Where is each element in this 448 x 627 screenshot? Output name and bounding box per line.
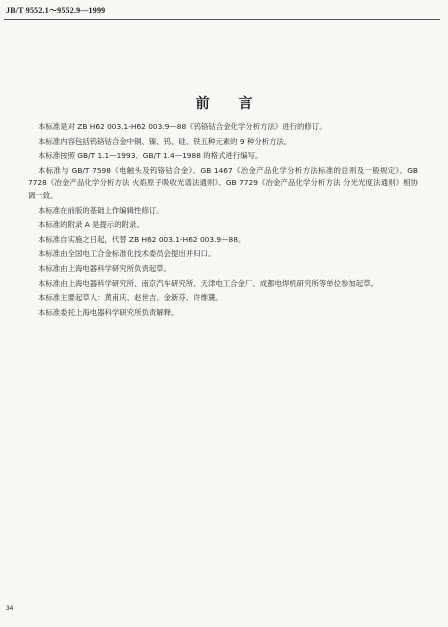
paragraph-8: 本标准由全国电工合金标准化技术委员会提出并归口。	[38, 249, 216, 259]
paragraph-10: 本标准由上海电器科学研究所、南京汽车研究所、天津电工合金厂、成都电焊机研究所等单位参加起草。	[38, 278, 378, 288]
standard-code-header: JB/T 9552.1～9552.9—1999	[6, 6, 106, 15]
paragraph-11: 本标准主要起草人：黄甫庆、赵世吉、金新芬、许维篪。	[38, 293, 223, 303]
page-number: 34	[6, 605, 14, 612]
paragraph-4: 本标准与 GB/T 7598《电触头及钨铬钴合金》、GB 1467《冶金产品化学分析方法标准的总则及一般规定》、GB 7728《冶金产品化学分析方法 火焰原子吸收光谱法通则》、GB 7729《冶金产品化学分析方法 分光光度法通则》相协调一致。	[28, 165, 418, 200]
paragraph-7: 本标准自实施之日起，代替 ZB H62 003.1-H62 003.9—88。	[38, 234, 246, 244]
paragraph-1: 本标准是对 ZB H62 003.1-H62 003.9—88《钨铬钴合金化学分析方法》进行的修订。	[38, 122, 327, 131]
paragraph-6: 本标准的附录 A 是提示的附录。	[38, 220, 144, 230]
preface-body	[28, 121, 418, 319]
page-title: 前 言	[195, 96, 265, 112]
paragraph-2: 本标准内容包括钨铬钴合金中铜、镍、钨、硅、铁五种元素的 9 种分析方法。	[38, 136, 292, 146]
header-rule	[4, 19, 440, 20]
paragraph-5: 本标准在前版的基础上作编辑性修订。	[38, 205, 164, 215]
paragraph-9: 本标准由上海电器科学研究所负责起草。	[38, 263, 172, 273]
paragraph-12: 本标准委托上海电器科学研究所负责解释。	[38, 307, 179, 317]
paragraph-3: 本标准按照 GB/T 1.1—1993、GB/T 1.4—1988 的格式进行编写。	[38, 151, 263, 161]
